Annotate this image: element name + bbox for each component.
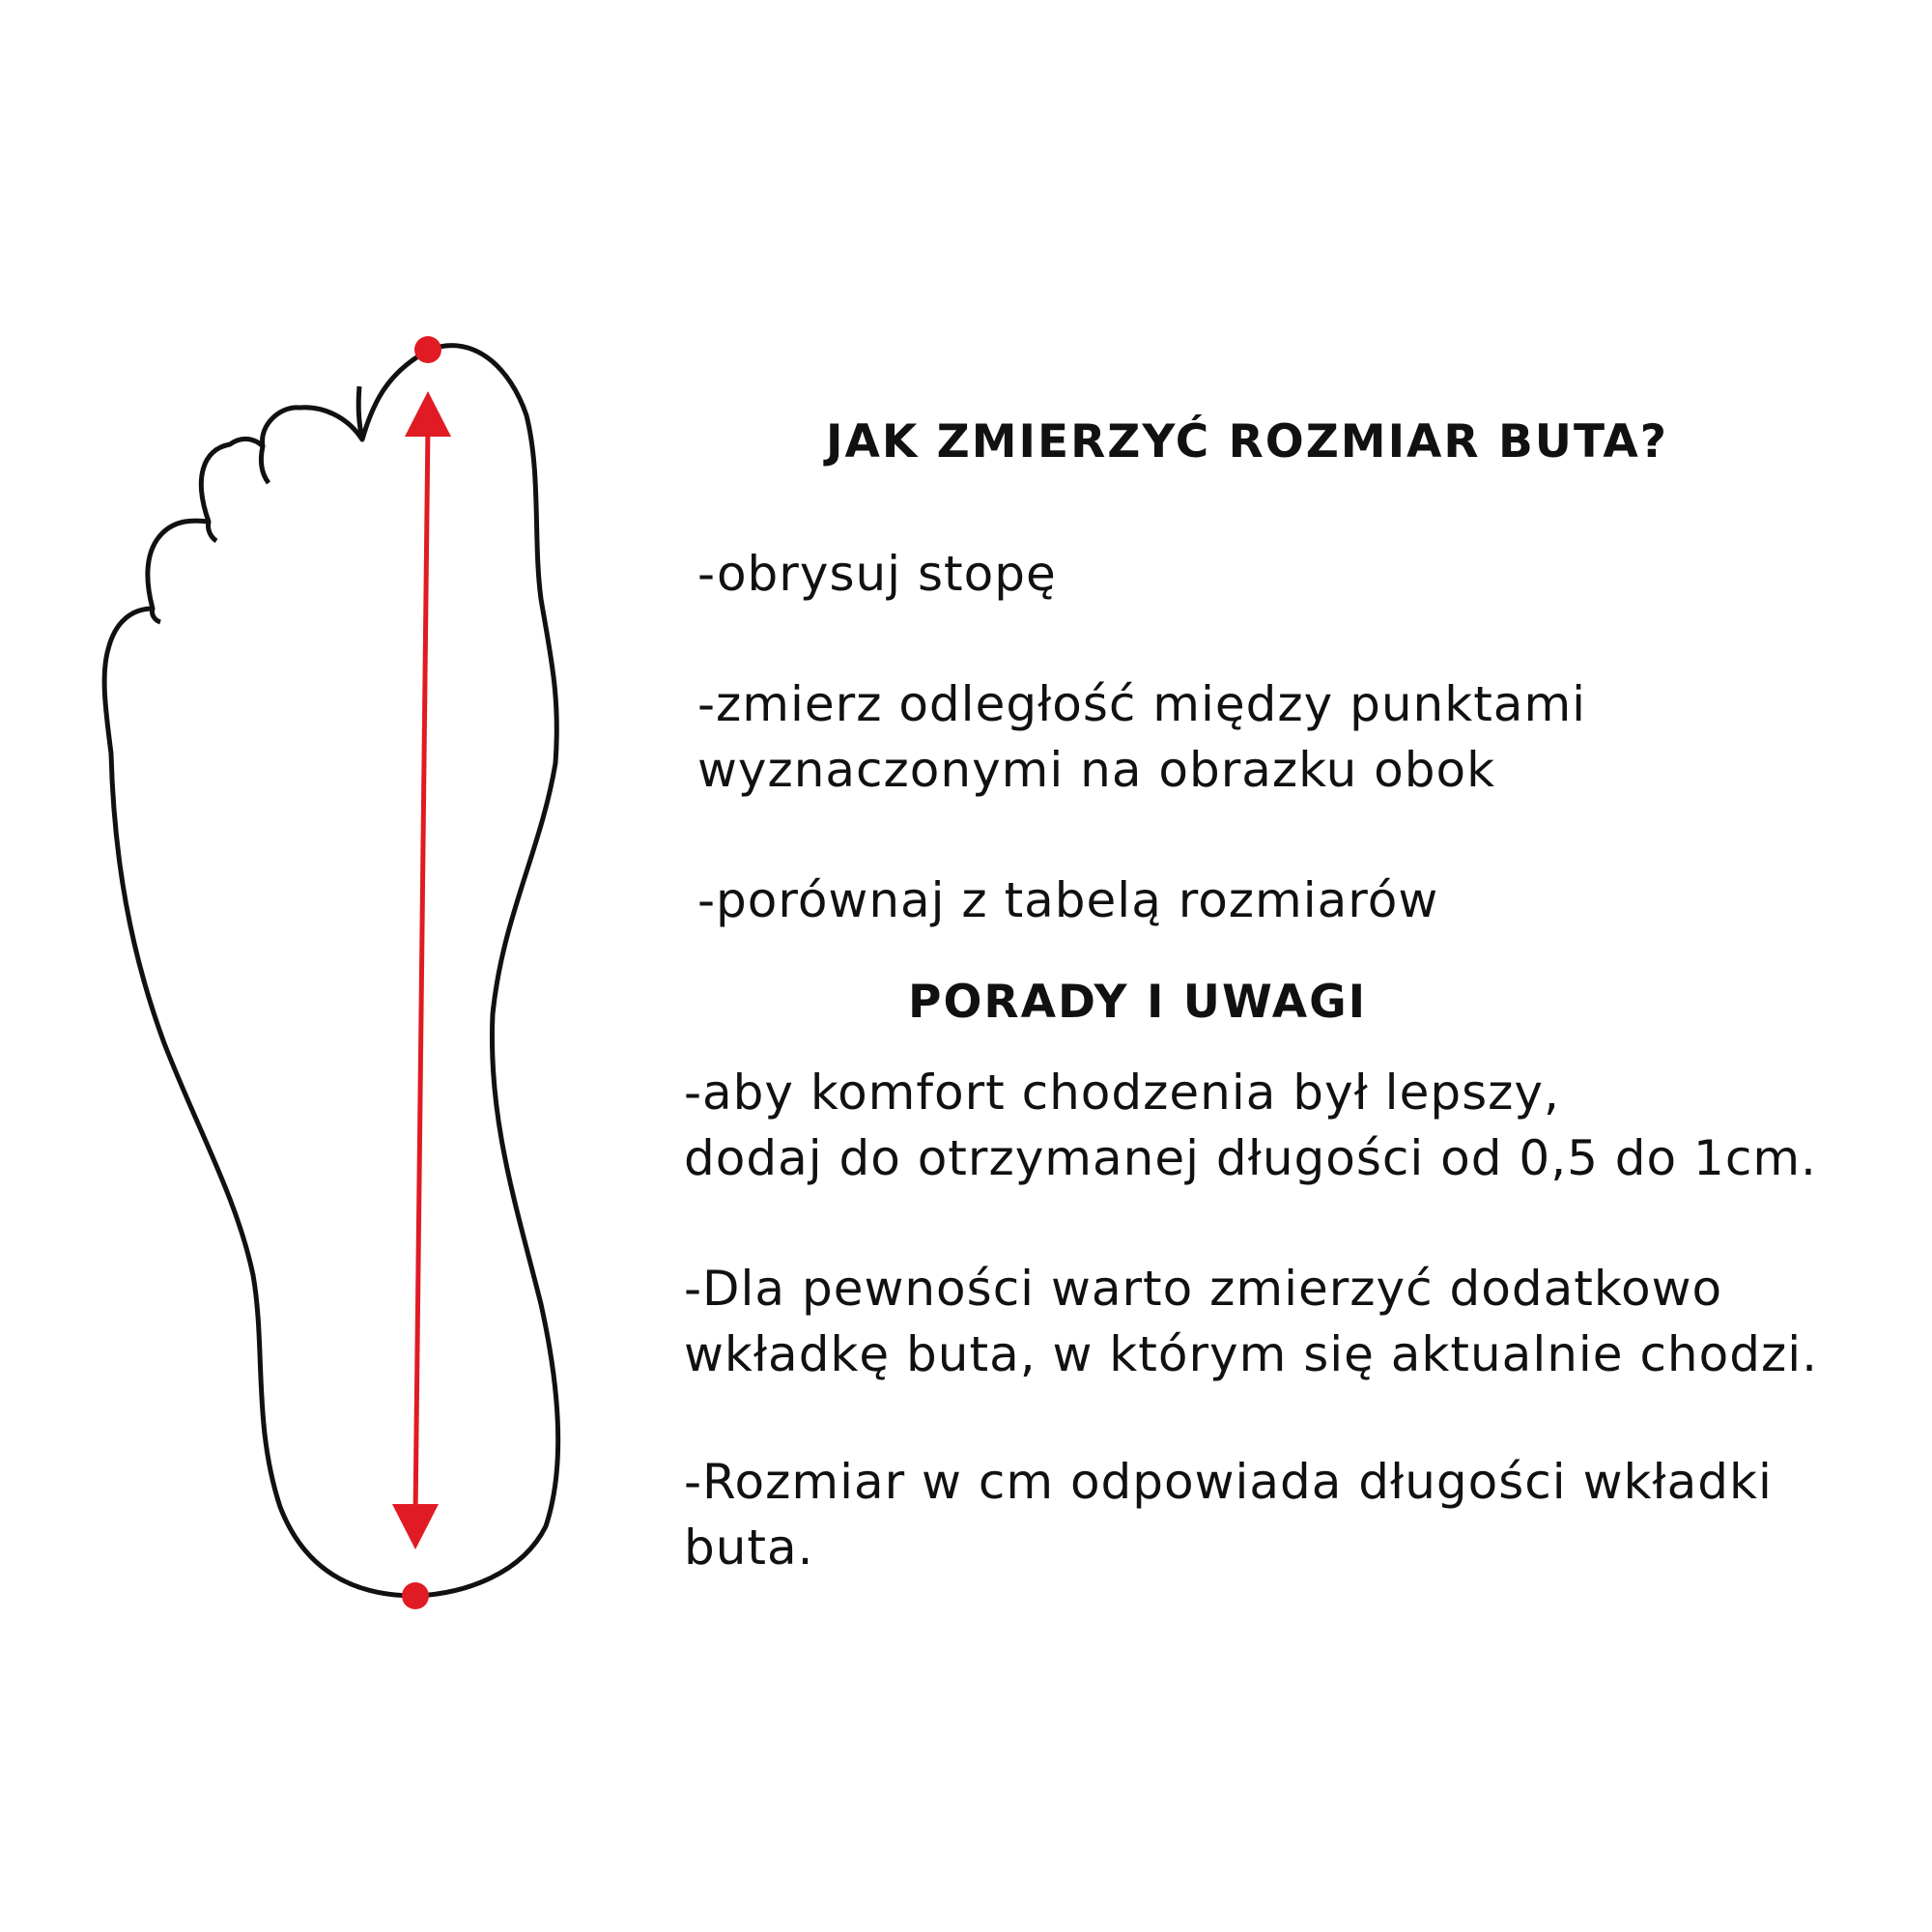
tip-3 (684, 1449, 1773, 1580)
step-1 (697, 541, 1057, 607)
step-2-line-2: wyznaczonymi na obrazku obok (697, 742, 1496, 798)
tip-2-line-2: wkładkę buta, w którym się aktualnie chodzi. (684, 1326, 1818, 1382)
tip-1-line-1: -aby komfort chodzenia był lepszy, (684, 1065, 1560, 1121)
tips-title: PORADY I UWAGI (908, 976, 1368, 1029)
step-1-line-1: -obrysuj stopę (697, 546, 1057, 602)
page-title: JAK ZMIERZYĆ ROZMIAR BUTA? (826, 415, 1669, 469)
tip-1 (684, 1060, 1817, 1191)
measure-point-toe (414, 336, 441, 363)
tip-3-line-1: -Rozmiar w cm odpowiada długości wkładki (684, 1454, 1773, 1510)
step-3 (697, 867, 1438, 933)
measure-point-heel (402, 1582, 429, 1609)
toe-crease (358, 386, 362, 440)
step-2-line-1: -zmierz odległość między punktami (697, 676, 1587, 732)
tip-1-line-2: dodaj do otrzymanej długości od 0,5 do 1cm. (684, 1130, 1817, 1186)
step-2 (697, 671, 1586, 803)
tip-3-line-2: buta. (684, 1520, 814, 1576)
step-3-line-1: -porównaj z tabelą rozmiarów (697, 872, 1439, 928)
tip-2 (684, 1256, 1818, 1387)
tip-2-line-1: -Dla pewności warto zmierzyć dodatkowo (684, 1261, 1723, 1317)
foot-outline (104, 346, 558, 1596)
